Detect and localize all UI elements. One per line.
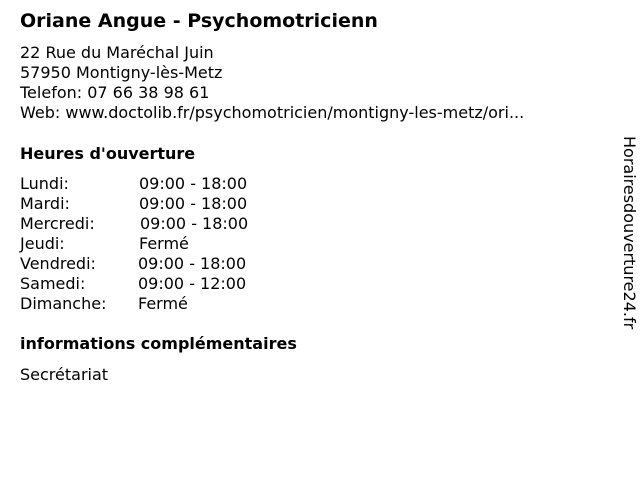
day-label: Mercredi: [20, 214, 95, 233]
site-watermark: Horairesdouverture24.fr [620, 136, 639, 330]
opening-hours-heading: Heures d'ouverture [20, 144, 196, 163]
time-value: 09:00 - 18:00 [139, 174, 248, 193]
time-value: 09:00 - 12:00 [138, 274, 247, 293]
time-value: Fermé [138, 294, 188, 313]
website-link[interactable]: Web: www.doctolib.fr/psychomotricien/montigny-les-metz/ori... [20, 103, 525, 122]
day-label: Jeudi: [20, 234, 65, 253]
day-label: Samedi: [20, 274, 86, 293]
time-value: 09:00 - 18:00 [139, 194, 248, 213]
time-value: 09:00 - 18:00 [140, 214, 249, 233]
address-city: 57950 Montigny-lès-Metz [20, 63, 223, 82]
day-label: Dimanche: [20, 294, 107, 313]
time-value: Fermé [139, 234, 189, 253]
additional-info-text: Secrétariat [20, 365, 109, 384]
additional-info-heading: informations complémentaires [20, 334, 297, 353]
address-street: 22 Rue du Maréchal Juin [20, 43, 214, 62]
phone-number: Telefon: 07 66 38 98 61 [20, 83, 210, 102]
day-label: Lundi: [20, 174, 69, 193]
time-value: 09:00 - 18:00 [138, 254, 247, 273]
page-title: Oriane Angue - Psychomotricienn [20, 10, 378, 32]
day-label: Mardi: [20, 194, 70, 213]
day-label: Vendredi: [20, 254, 96, 273]
